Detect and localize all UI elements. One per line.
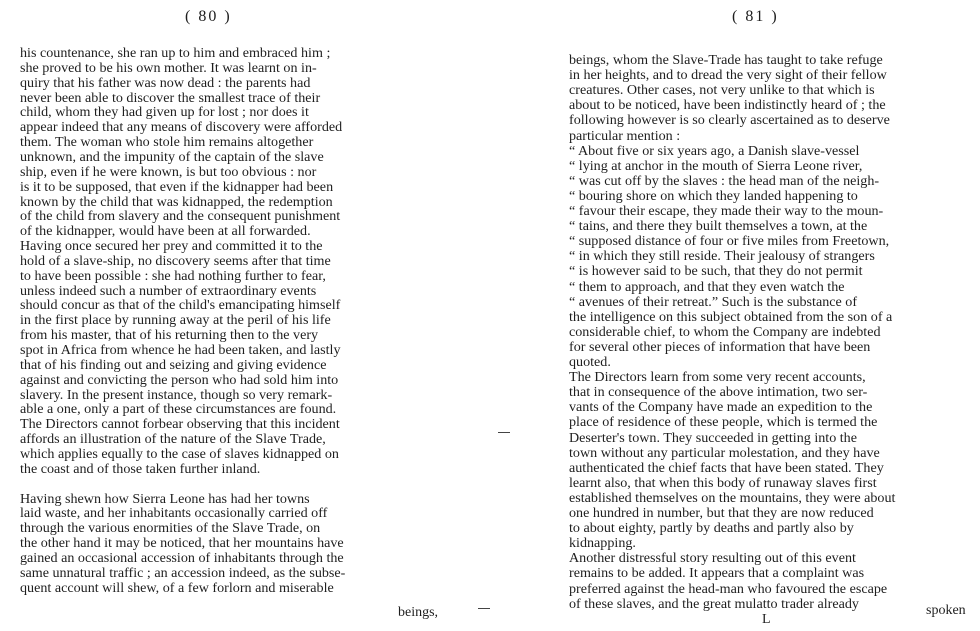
- text-line: kidnapping.: [569, 535, 636, 552]
- signature-mark: L: [762, 612, 771, 627]
- text-line: against and convicting the person who had sold him into: [20, 371, 339, 388]
- text-line: place of residence of these people, which is termed the: [569, 414, 878, 431]
- catchword: spoken: [926, 603, 966, 618]
- text-line: that of his finding out and seizing and giving evidence: [20, 356, 327, 373]
- text-line: quoted.: [569, 354, 611, 370]
- text-line: she proved to be his own mother. It was learnt on in-: [20, 59, 317, 76]
- text-line: laid waste, and her inhabitants occasionally carried off: [20, 505, 328, 522]
- text-line: his countenance, she ran up to him and embraced him ;: [20, 45, 331, 61]
- text-line: which applies equally to the case of slaves kidnapped on: [20, 445, 339, 462]
- text-line: in the first place by running away at the peril of his life: [20, 312, 331, 329]
- text-line: learnt also, that when this body of runaway slaves first: [569, 474, 877, 491]
- text-line: Another distressful story resulting out of this event: [569, 550, 856, 567]
- text-line: of the kidnapper, would have been at all forwarded.: [20, 223, 311, 240]
- text-line: able a one, only a part of these circumstances are found.: [20, 401, 337, 418]
- text-line: authenticated the chief facts that have been stated. They: [569, 459, 884, 476]
- text-line: from his master, that of his returning then to the very: [20, 327, 319, 344]
- text-line: The Directors cannot forbear observing that this incident: [20, 416, 340, 433]
- text-line: “ favour their escape, they made their way to the moun-: [569, 203, 884, 219]
- text-line: the coast and of those taken further inland.: [20, 460, 261, 477]
- text-line: Having shewn how Sierra Leone has had her towns: [20, 490, 310, 507]
- text-line: same unnatural traffic ; an accession indeed, as the subse-: [20, 564, 346, 581]
- text-line: that in consequence of the above intimation, two ser-: [569, 384, 868, 401]
- right-page: [510, 0, 980, 631]
- gutter-mark: [478, 608, 490, 609]
- text-line: one hundred in number, but that they are now reduced: [569, 505, 874, 521]
- text-line: appear indeed that any means of discovery were afforded: [20, 119, 343, 136]
- text-line: should concur as that of the child's emancipating himself: [20, 297, 341, 314]
- text-line: beings, whom the Slave-Trade has taught to take refuge: [569, 52, 883, 68]
- text-line: “ supposed distance of four or five miles from Freetown,: [569, 233, 890, 250]
- page-number: ( 81 ): [732, 8, 779, 25]
- text-line: remains to be added. It appears that a complaint was: [569, 565, 865, 582]
- text-line: to have been possible : she had nothing further to fear,: [20, 267, 326, 284]
- text-line: quent account will shew, of a few forlorn and miserable: [20, 579, 334, 596]
- text-line: of the child from slavery and the consequent punishment: [20, 208, 341, 225]
- text-line: town without any particular molestation, and they have: [569, 444, 880, 461]
- text-line: them. The woman who stole him remains altogether: [20, 134, 314, 151]
- text-line: in her heights, and to dread the very sight of their fellow: [569, 67, 887, 84]
- text-line: creatures. Other cases, not very unlike to that which is: [569, 82, 875, 99]
- text-line: established themselves on the mountains, they were about: [569, 489, 896, 506]
- text-line: Deserter's town. They succeeded in getting into the: [569, 429, 857, 446]
- text-line: “ bouring shore on which they landed happening to: [569, 187, 858, 204]
- text-line: particular mention :: [569, 127, 681, 144]
- text-line: “ them to approach, and that they even watch the: [569, 278, 845, 295]
- text-line: The Directors learn from some very recent accounts,: [569, 369, 866, 386]
- text-line: considerable chief, to whom the Company are indebted: [569, 323, 881, 340]
- text-line: slavery. In the present instance, though so very remark-: [20, 386, 333, 403]
- page-number: ( 80 ): [185, 8, 232, 25]
- text-line: Having once secured her prey and committed it to the: [20, 238, 323, 255]
- text-line: “ tains, and there they built themselves a town, at the: [569, 218, 868, 235]
- text-line: “ in which they still reside. Their jealousy of strangers: [569, 248, 875, 265]
- text-line: “ was cut off by the slaves : the head man of the neigh-: [569, 172, 880, 189]
- text-line: child, whom they had given up for lost ; nor does it: [20, 104, 309, 121]
- text-line: spot in Africa from whence he had been taken, and lastly: [20, 342, 341, 358]
- text-line: for several other pieces of information that have been: [569, 338, 871, 355]
- text-line: preferred against the head-man who favoured the escape: [569, 580, 888, 597]
- text-line: about to be noticed, have been indistinctly heard of ; the: [569, 97, 886, 114]
- text-line: of these slaves, and the great mulatto trader already: [569, 595, 859, 612]
- text-line: is it to be supposed, that even if the kidnapper had been: [20, 178, 334, 195]
- text-line: through the various enormities of the Slave Trade, on: [20, 520, 321, 537]
- text-line: the other hand it may be noticed, that her mountains have: [20, 535, 344, 552]
- text-line: never been able to discover the smallest trace of their: [20, 89, 321, 106]
- gutter-mark: [498, 432, 510, 433]
- text-line: following however is so clearly ascertained as to deserve: [569, 112, 890, 129]
- left-page: [0, 0, 470, 631]
- text-line: vants of the Company have made an expedition to the: [569, 399, 873, 416]
- text-line: known by the child that was kidnapped, the redemption: [20, 193, 333, 210]
- text-line: hold of a slave-ship, no discovery seems after that time: [20, 252, 331, 269]
- catchword: beings,: [398, 605, 439, 620]
- text-line: “ About five or six years ago, a Danish slave-vessel: [569, 142, 860, 159]
- text-line: unless indeed such a number of extraordinary events: [20, 282, 317, 299]
- text-line: “ lying at anchor in the mouth of Sierra Leone river,: [569, 157, 863, 174]
- text-line: the intelligence on this subject obtained from the son of a: [569, 308, 893, 325]
- text-line: unknown, and the impunity of the captain of the slave: [20, 148, 324, 165]
- text-line: gained an occasional accession of inhabitants through the: [20, 549, 344, 566]
- text-line: quiry that his father was now dead : the parents had: [20, 74, 311, 91]
- text-line: to about eighty, partly by deaths and partly also by: [569, 520, 854, 537]
- text-line: affords an illustration of the nature of the Slave Trade,: [20, 431, 326, 448]
- text-line: “ avenues of their retreat.” Such is the substance of: [569, 293, 858, 310]
- text-line: “ is however said to be such, that they do not permit: [569, 263, 863, 280]
- text-line: ship, even if he were known, is but too obvious : nor: [20, 163, 317, 180]
